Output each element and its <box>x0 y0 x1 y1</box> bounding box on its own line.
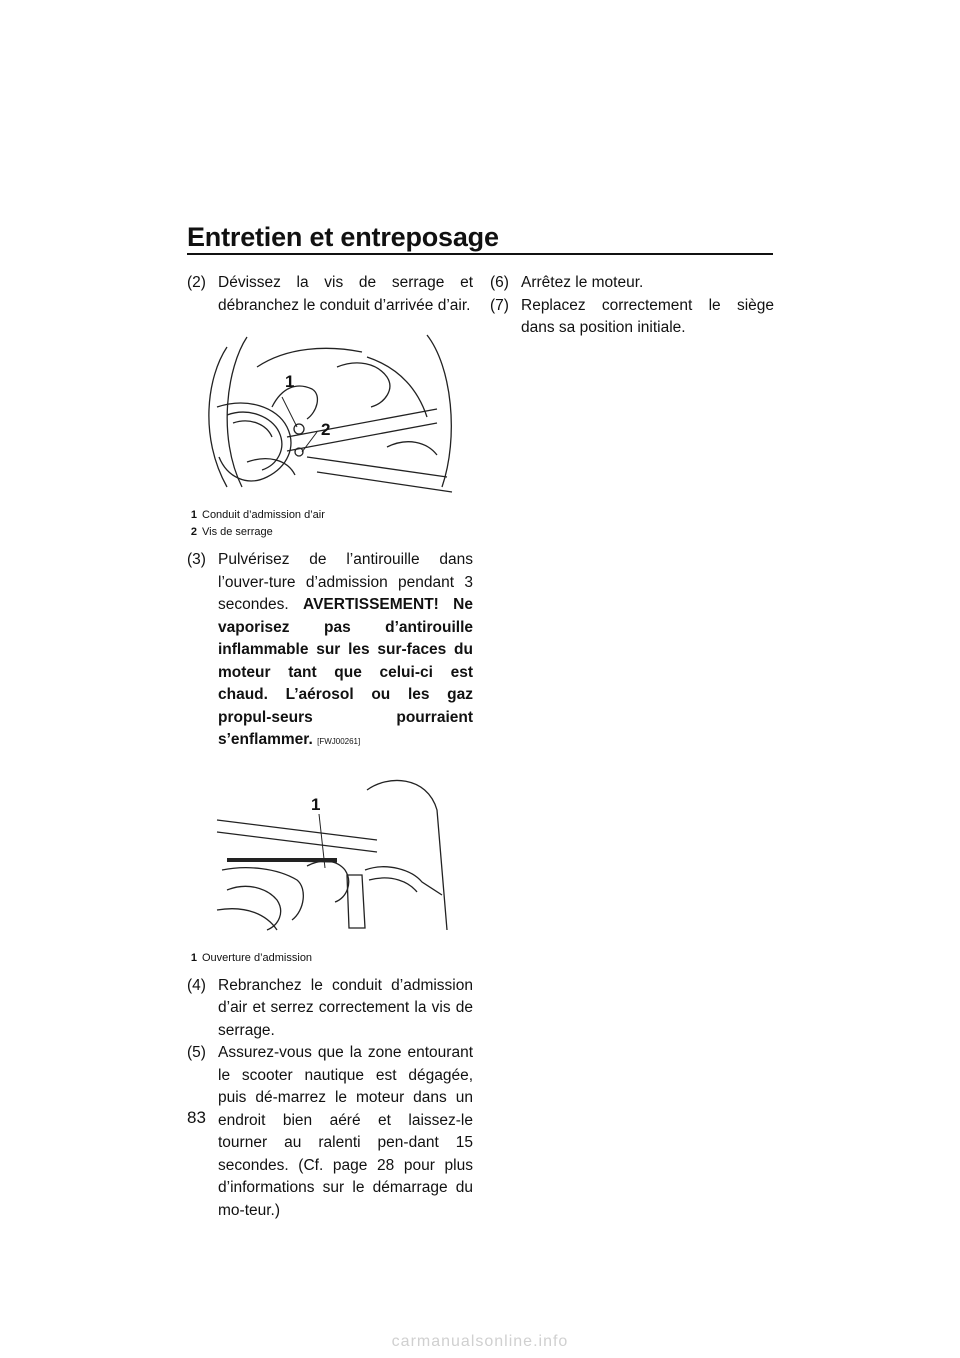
page-number: 83 <box>187 1108 206 1127</box>
step-number: (7) <box>490 296 509 314</box>
step-6 <box>490 272 774 295</box>
figure-intake-opening <box>187 770 473 948</box>
step-text: Assurez-vous que la zone entourant le scooter nautique est dégagée, puis dé-marrez le moteur dans un endroit bien aéré et laissez-le tourner au ralenti pen-dant 15 secondes. (Cf. page 28 pour plus d’informations sur le démarrage du mo-teur.) <box>218 1044 473 1219</box>
figure-callout-1: 1 <box>311 794 321 814</box>
watermark: carmanualsonline.info <box>391 1333 569 1350</box>
figure-2-captions <box>187 950 473 967</box>
step-text: Arrêtez le moteur. <box>521 274 644 291</box>
step-number: (5) <box>187 1044 206 1061</box>
step-2 <box>187 272 473 317</box>
step-5 <box>187 1042 473 1222</box>
step-number: (2) <box>187 274 206 291</box>
caption-item: 2 Vis de serrage <box>190 526 273 538</box>
figure-1-captions <box>187 507 473 541</box>
step-number: (3) <box>187 551 206 568</box>
warning-text: AVERTISSEMENT! Ne vaporisez pas d’antirouille inflammable sur les sur-faces du moteur tant que celui-ci est chaud. L’aérosol ou les gaz propul-seurs pourraient s’enflammer. <box>218 596 473 748</box>
step-number: (6) <box>490 274 509 291</box>
step-text: Pulvérisez de l’antirouille dans l’ouver-ture d’admission pendant 3 secondes. <box>218 551 473 613</box>
caption-item: 1 Ouverture d’admission <box>190 951 313 964</box>
title-rule <box>187 253 773 255</box>
caption-item: 1 Conduit d’admission d’air <box>190 509 325 521</box>
figure-callout-1: 1 <box>285 372 295 391</box>
step-text: Replacez correctement le siège dans sa position initiale. <box>521 296 774 336</box>
step-number: (4) <box>187 976 206 994</box>
right-column <box>490 272 774 340</box>
step-7 <box>490 295 774 340</box>
figure-callout-2: 2 <box>321 420 331 439</box>
step-text: Dévissez la vis de serrage et débranchez le conduit d’arrivée d’air. <box>218 274 473 314</box>
figure-intake-duct <box>187 327 473 505</box>
step-4 <box>187 975 473 1043</box>
step-3 <box>187 549 473 754</box>
page-title: Entretien et entreposage <box>187 222 499 252</box>
reference-code: [FWJ00261] <box>317 737 361 746</box>
left-column <box>187 272 473 1222</box>
step-text: Rebranchez le conduit d’admission d’air et serrez correctement la vis de serrage. <box>218 976 473 1039</box>
